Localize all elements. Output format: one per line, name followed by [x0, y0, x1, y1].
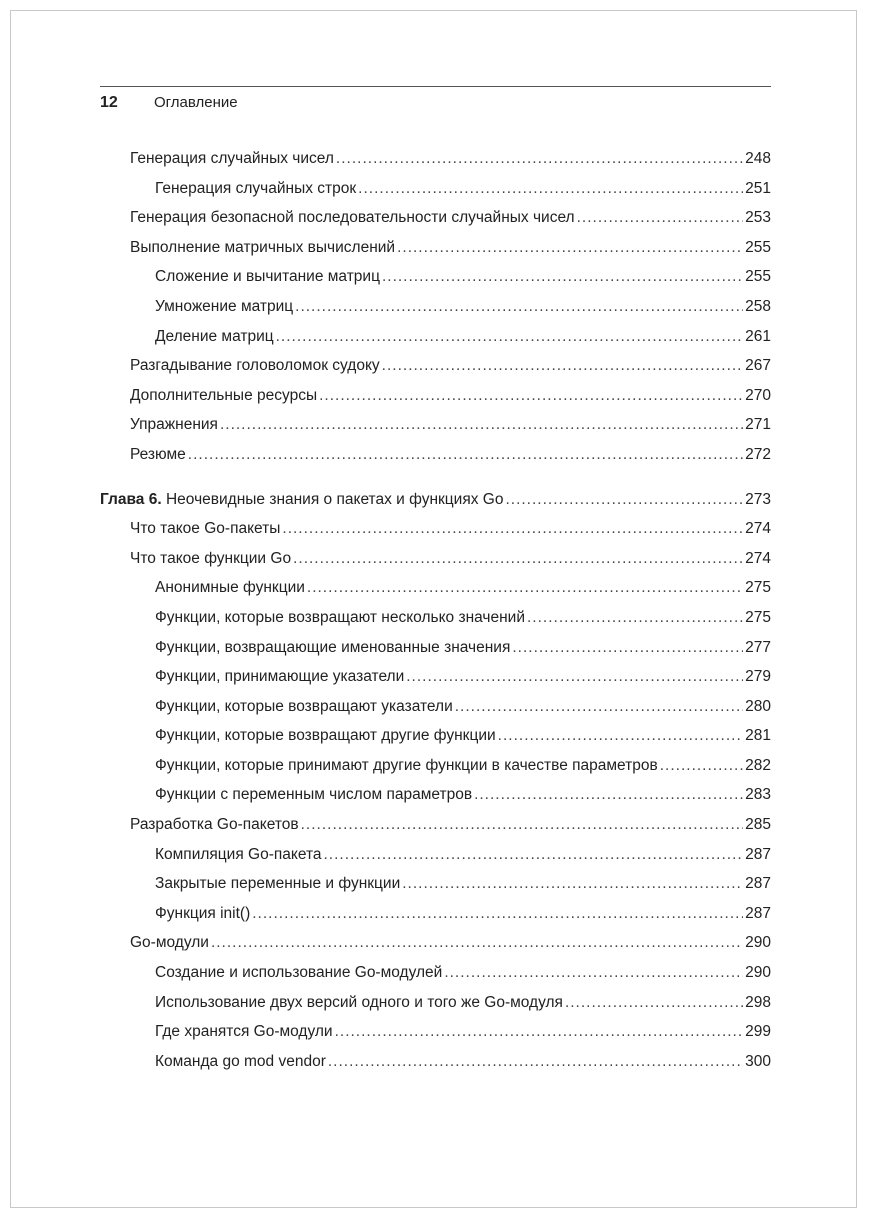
- toc-entry-title: Go-модули: [130, 934, 209, 952]
- toc-entry-title: Деление матриц: [155, 327, 274, 345]
- toc-entry-page: 280: [745, 697, 771, 715]
- toc-entry[interactable]: [100, 603, 771, 633]
- toc-entry-page: 255: [745, 238, 771, 256]
- dot-leader: [505, 485, 743, 515]
- dot-leader: [336, 144, 743, 174]
- toc-entry[interactable]: [100, 1047, 771, 1077]
- toc-entry-title: Функции, которые принимают другие функции в качестве параметров: [155, 756, 658, 774]
- dot-leader: [455, 692, 743, 722]
- toc-entry-title: Что такое Go-пакеты: [130, 520, 281, 538]
- toc-entry-page: 287: [745, 845, 771, 863]
- toc-entry[interactable]: [100, 262, 771, 292]
- toc-entry[interactable]: [100, 899, 771, 929]
- toc-entry[interactable]: [100, 292, 771, 322]
- toc-entry-page: 282: [745, 756, 771, 774]
- toc-entry-title: Выполнение матричных вычислений: [130, 238, 396, 256]
- toc-entry-page: 271: [745, 416, 771, 434]
- toc-entry-title: Упражнения: [130, 416, 218, 434]
- toc-entry-title: Закрытые переменные и функции: [155, 875, 401, 893]
- dot-leader: [276, 322, 744, 352]
- dot-leader: [397, 233, 743, 263]
- toc-entry-page: 290: [745, 964, 771, 982]
- toc-entry-page: 298: [745, 993, 771, 1011]
- toc-entry-title: Функции, принимающие указатели: [155, 668, 405, 686]
- toc-entry[interactable]: [100, 440, 771, 470]
- toc-entry-title: Что такое функции Go: [130, 549, 292, 567]
- toc-entry[interactable]: [100, 233, 771, 263]
- toc-entry-title: Где хранятся Go-модули: [155, 1023, 333, 1041]
- toc-entry-title: Команда go mod vendor: [155, 1052, 326, 1070]
- toc-entry-page: 287: [745, 904, 771, 922]
- running-header: [100, 86, 771, 113]
- toc-entry[interactable]: [100, 840, 771, 870]
- toc-section-b: [100, 514, 771, 1076]
- toc-entry[interactable]: [100, 662, 771, 692]
- toc-entry-page: 275: [745, 579, 771, 597]
- toc-entry-page: 281: [745, 727, 771, 745]
- toc-entry-page: 275: [745, 608, 771, 626]
- dot-leader: [324, 840, 744, 870]
- dot-leader: [188, 440, 743, 470]
- chapter-label: Глава 6.: [100, 490, 162, 508]
- toc-entry-title: Анонимные функции: [155, 579, 305, 597]
- toc-entry-title: Умножение матриц: [155, 297, 294, 315]
- toc-entry-title: Функции, возвращающие именованные значения: [155, 638, 511, 656]
- dot-leader: [301, 810, 744, 840]
- toc-entry-page: 272: [745, 445, 771, 463]
- dot-leader: [527, 603, 743, 633]
- toc-entry[interactable]: [100, 751, 771, 781]
- toc-entry-page: 273: [745, 490, 771, 508]
- header-title: Оглавление: [154, 94, 238, 111]
- toc-entry-page: 251: [745, 179, 771, 197]
- dot-leader: [307, 573, 743, 603]
- dot-leader: [358, 174, 743, 204]
- toc-entry[interactable]: [100, 692, 771, 722]
- toc-entry-title: Функции, которые возвращают указатели: [155, 697, 453, 715]
- toc-entry-page: 290: [745, 934, 771, 952]
- toc-entry-title: Разработка Go-пакетов: [130, 816, 299, 834]
- toc-entry-title: Разгадывание головоломок судоку: [130, 357, 380, 375]
- toc-chapter-row[interactable]: [100, 485, 771, 515]
- toc-section-a: [100, 144, 771, 470]
- toc-entry-page: 248: [745, 150, 771, 167]
- dot-leader: [211, 928, 743, 958]
- toc-entry-title: Генерация случайных строк: [155, 179, 357, 197]
- toc-entry-page: 274: [745, 520, 771, 538]
- dot-leader: [402, 869, 743, 899]
- toc-entry[interactable]: [100, 322, 771, 352]
- toc-entry[interactable]: [100, 544, 771, 574]
- toc-entry[interactable]: [100, 721, 771, 751]
- toc-entry-title: Функции с переменным числом параметров: [155, 786, 473, 804]
- toc-entry[interactable]: [100, 144, 771, 174]
- dot-leader: [512, 633, 743, 663]
- toc-entry-title: Дополнительные ресурсы: [130, 386, 318, 404]
- dot-leader: [282, 514, 743, 544]
- dot-leader: [565, 988, 743, 1018]
- toc-entry-page: 300: [745, 1052, 771, 1070]
- toc-entry[interactable]: [100, 514, 771, 544]
- toc-entry[interactable]: [100, 988, 771, 1018]
- dot-leader: [252, 899, 743, 929]
- toc-entry-page: 255: [745, 268, 771, 286]
- dot-leader: [328, 1047, 743, 1077]
- toc-entry[interactable]: [100, 174, 771, 204]
- dot-leader: [382, 262, 743, 292]
- toc-entry-page: 299: [745, 1023, 771, 1041]
- toc-entry-title: Резюме: [130, 445, 186, 463]
- dot-leader: [335, 1017, 744, 1047]
- table-of-contents: [100, 144, 771, 1076]
- toc-entry[interactable]: [100, 869, 771, 899]
- dot-leader: [474, 780, 743, 810]
- toc-entry-title: Использование двух версий одного и того же Go-модуля: [155, 993, 563, 1011]
- dot-leader: [319, 381, 743, 411]
- toc-entry-page: 287: [745, 875, 771, 893]
- toc-entry-title: Создание и использование Go-модулей: [155, 964, 443, 982]
- toc-entry[interactable]: [100, 410, 771, 440]
- toc-entry[interactable]: [100, 573, 771, 603]
- dot-leader: [660, 751, 743, 781]
- toc-entry[interactable]: [100, 351, 771, 381]
- dot-leader: [577, 203, 744, 233]
- toc-entry-title: Функция init(): [155, 904, 251, 922]
- toc-entry-title: Генерация случайных чисел: [130, 150, 334, 167]
- dot-leader: [498, 721, 743, 751]
- toc-entry-title: Функции, которые возвращают несколько значений: [155, 608, 525, 626]
- toc-entry[interactable]: [100, 1017, 771, 1047]
- toc-entry[interactable]: [100, 381, 771, 411]
- page-number: 12: [100, 94, 118, 111]
- toc-entry-page: 261: [745, 327, 771, 345]
- toc-entry-page: 270: [745, 386, 771, 404]
- toc-entry-page: 279: [745, 668, 771, 686]
- toc-entry-title: Компиляция Go-пакета: [155, 845, 322, 863]
- toc-entry-page: 285: [745, 816, 771, 834]
- toc-entry-title: [100, 485, 503, 515]
- dot-leader: [295, 292, 743, 322]
- toc-entry[interactable]: [100, 928, 771, 958]
- dot-leader: [220, 410, 743, 440]
- toc-entry-title: Сложение и вычитание матриц: [155, 268, 380, 286]
- toc-entry-page: 253: [745, 209, 771, 227]
- toc-entry-page: 277: [745, 638, 771, 656]
- toc-entry[interactable]: [100, 633, 771, 663]
- section-gap: [100, 470, 771, 485]
- toc-entry-page: 267: [745, 357, 771, 375]
- toc-entry-title: Функции, которые возвращают другие функции: [155, 727, 496, 745]
- toc-entry-page: 258: [745, 297, 771, 315]
- toc-entry[interactable]: [100, 203, 771, 233]
- chapter-title: Неочевидные знания о пакетах и функциях Go: [165, 490, 504, 508]
- dot-leader: [406, 662, 743, 692]
- dot-leader: [444, 958, 743, 988]
- toc-entry-page: 283: [745, 786, 771, 804]
- dot-leader: [293, 544, 743, 574]
- toc-entry-page: 274: [745, 549, 771, 567]
- toc-entry-title: Генерация безопасной последовательности случайных чисел: [130, 209, 575, 227]
- dot-leader: [382, 351, 743, 381]
- toc-entry[interactable]: [100, 810, 771, 840]
- toc-entry[interactable]: [100, 958, 771, 988]
- toc-entry[interactable]: [100, 780, 771, 810]
